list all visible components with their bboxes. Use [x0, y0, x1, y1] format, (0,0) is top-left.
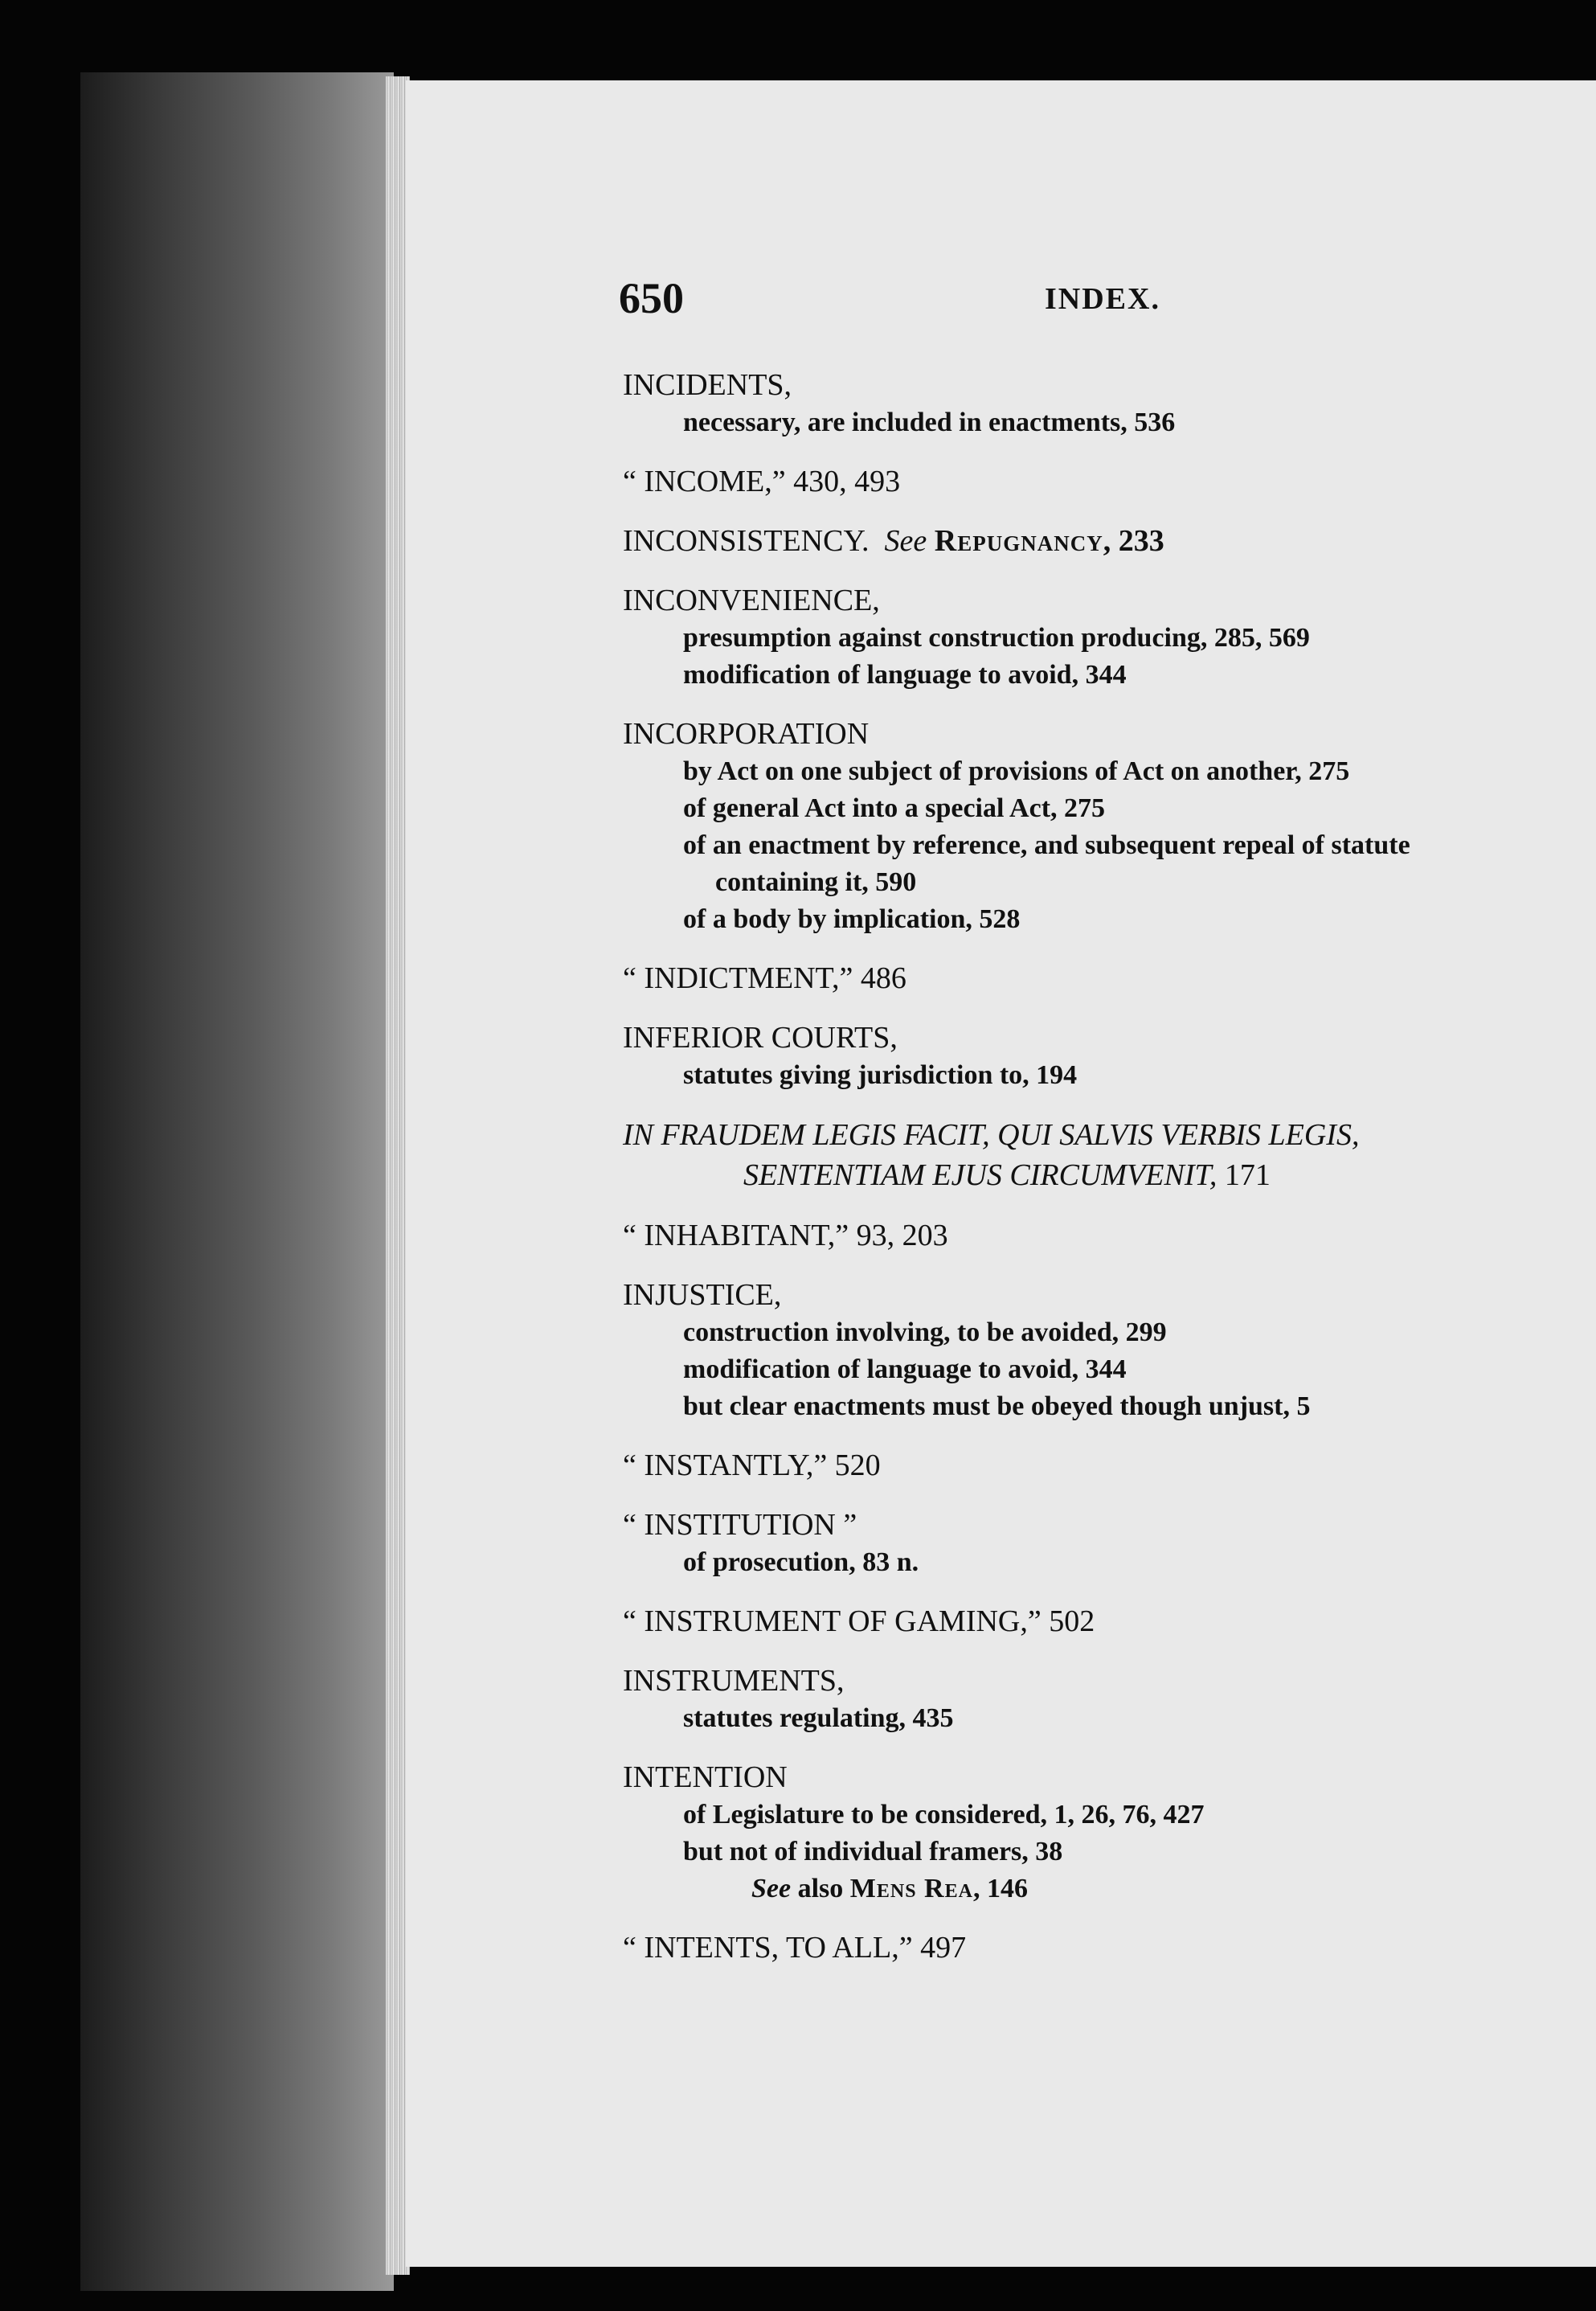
page-number: 650 [619, 274, 684, 322]
entry-subitem: necessary, are included in enactments, 536 [683, 408, 1176, 437]
index-entry [623, 1506, 1587, 1581]
entry-heading: INJUSTICE, [623, 1278, 782, 1312]
see-also-line [623, 1871, 1587, 1907]
index-entry [623, 1276, 1587, 1425]
entry-heading [623, 522, 1587, 560]
index-entry [623, 1602, 1587, 1641]
entry-heading: INFERIOR COURTS, [623, 1021, 898, 1055]
entry-heading: “ INHABITANT,” 93, 203 [623, 1219, 948, 1252]
maxim-page: 171 [1217, 1158, 1271, 1192]
index-entries [623, 366, 1587, 1988]
entry-subitem: of general Act into a special Act, 275 [683, 793, 1106, 823]
book-page [406, 80, 1596, 2267]
maxim-line [623, 1155, 1587, 1195]
cross-reference: Mens Rea [849, 1874, 973, 1903]
latin-maxim-entry [623, 1115, 1587, 1195]
index-entry [623, 581, 1587, 694]
entry-subitem: statutes giving jurisdiction to, 194 [683, 1060, 1078, 1090]
entry-heading: INCORPORATION [623, 717, 870, 751]
entry-subitem: by Act on one subject of provisions of Act on another, 275 [683, 756, 1350, 786]
cross-reference: Repugnancy [934, 524, 1103, 558]
entry-heading-text: INCONSISTENCY. [623, 524, 870, 558]
entry-heading: “ INDICTMENT,” 486 [623, 961, 906, 995]
index-entry [623, 1446, 1587, 1485]
entry-subitem: of prosecution, 83 n. [683, 1547, 919, 1577]
index-entry [623, 1662, 1587, 1737]
entry-subitem: modification of language to avoid, 344 [683, 660, 1127, 690]
entry-heading: INCIDENTS, [623, 368, 792, 402]
see-also-text: also [791, 1874, 850, 1903]
running-head: INDEX. [1045, 282, 1160, 316]
book-spine [80, 72, 394, 2291]
entry-heading: “ INSTITUTION ” [623, 1508, 857, 1542]
entry-subitem: presumption against construction producing, 285, 569 [683, 623, 1310, 653]
index-entry [623, 959, 1587, 998]
entry-heading: INCONVENIENCE, [623, 584, 880, 617]
cross-reference-page: , 146 [972, 1874, 1028, 1903]
entry-subitem: but not of individual framers, 38 [683, 1837, 1063, 1866]
entry-subitem-continuation: containing it, 590 [715, 867, 917, 897]
entry-heading: “ INCOME,” 430, 493 [623, 465, 901, 498]
index-entry [623, 522, 1587, 560]
index-entry [623, 1928, 1587, 1967]
entry-subitem: statutes regulating, 435 [683, 1703, 954, 1733]
entry-subitem: modification of language to avoid, 344 [683, 1354, 1127, 1384]
entry-heading: INSTRUMENTS, [623, 1664, 845, 1698]
entry-heading: “ INSTANTLY,” 520 [623, 1448, 881, 1482]
index-entry [623, 1216, 1587, 1255]
see-label: See [884, 524, 927, 558]
maxim-line-text: SENTENTIAM EJUS CIRCUMVENIT, [743, 1158, 1217, 1192]
index-entry [623, 1758, 1587, 1907]
entry-subitem: but clear enactments must be obeyed though unjust, 5 [683, 1391, 1311, 1421]
entry-subitem: of a body by implication, 528 [683, 904, 1021, 934]
index-entry [623, 715, 1587, 938]
entry-heading: “ INSTRUMENT OF GAMING,” 502 [623, 1604, 1095, 1638]
entry-subitem: construction involving, to be avoided, 299 [683, 1317, 1167, 1347]
index-entry [623, 1018, 1587, 1094]
entry-subitem: of Legislature to be considered, 1, 26, 76, 427 [683, 1800, 1205, 1830]
maxim-line: IN FRAUDEM LEGIS FACIT, QUI SALVIS VERBIS LEGIS, [623, 1118, 1360, 1152]
entry-heading: “ INTENTS, TO ALL,” 497 [623, 1931, 967, 1965]
index-entry [623, 366, 1587, 441]
entry-subitem: of an enactment by reference, and subsequent repeal of statute [683, 830, 1410, 860]
cross-reference-page: , 233 [1103, 524, 1164, 558]
see-label: See [751, 1874, 792, 1903]
entry-heading: INTENTION [623, 1760, 788, 1794]
index-entry [623, 462, 1587, 501]
